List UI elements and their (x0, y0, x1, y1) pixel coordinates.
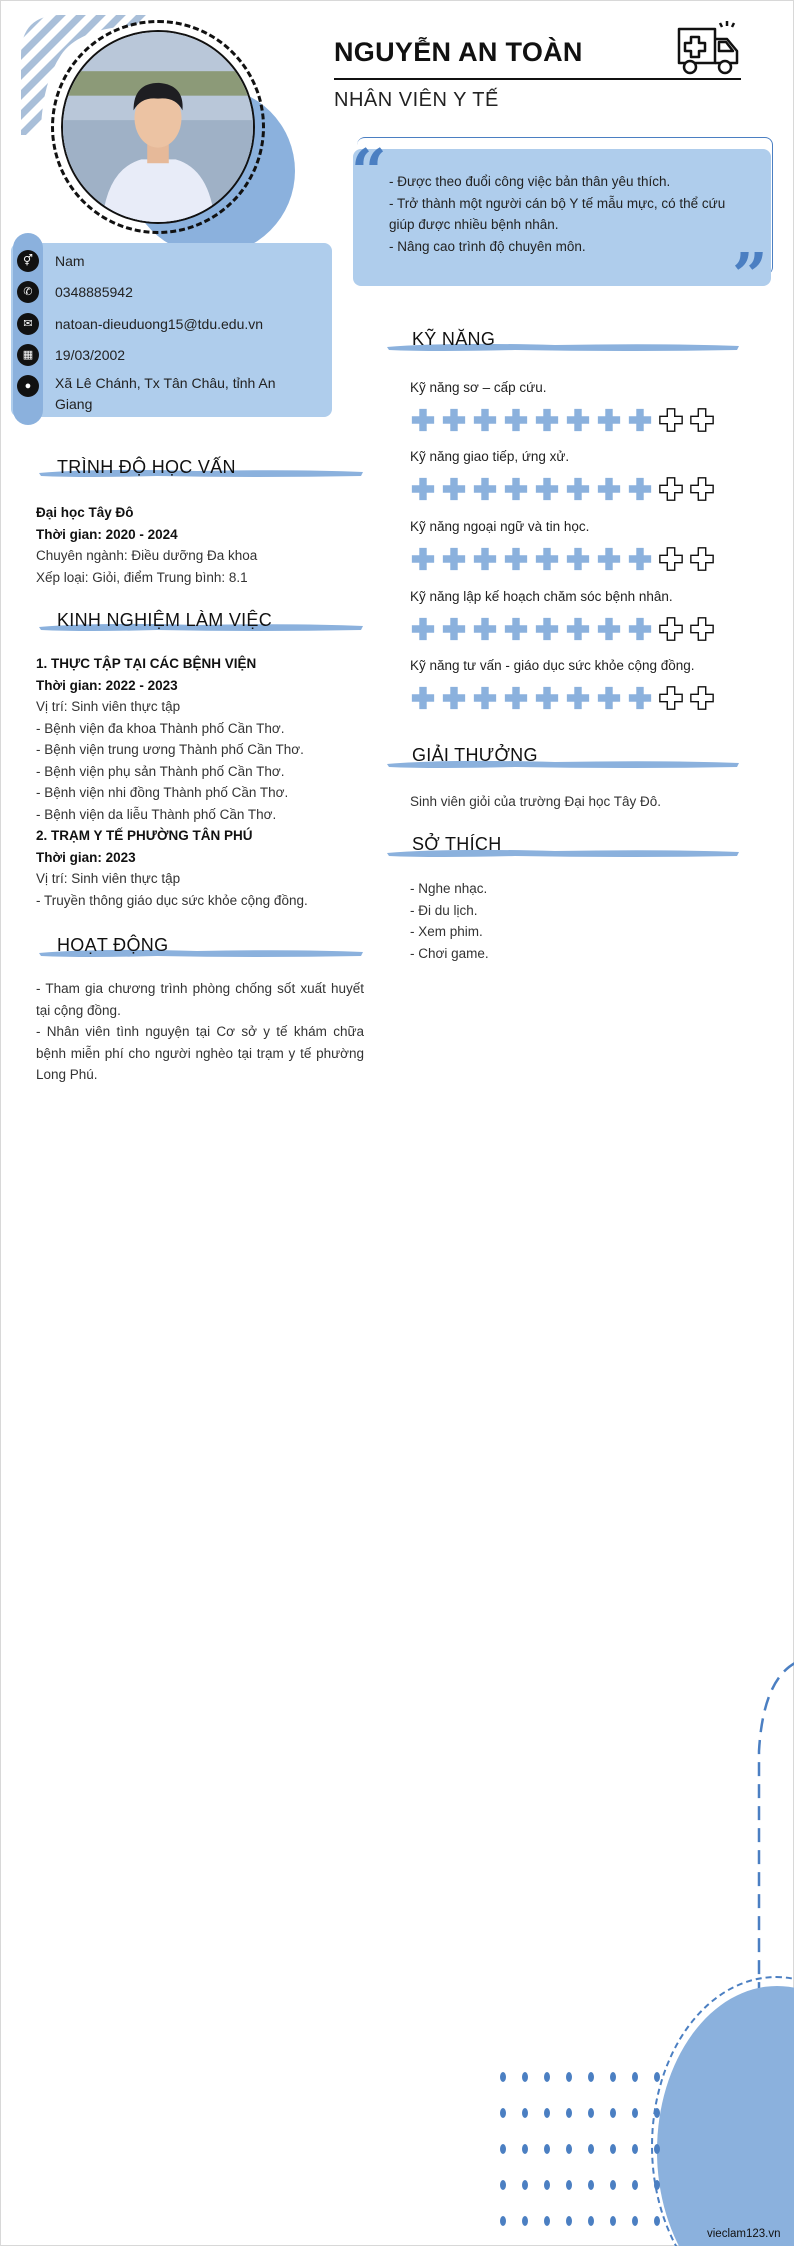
skill-label: Kỹ năng ngoại ngữ và tin học. (410, 519, 590, 534)
skills-heading: KỸ NĂNG (412, 329, 496, 349)
awards-text: Sinh viên giỏi của trường Đại học Tây Đô. (410, 794, 662, 809)
skill-label: Kỹ năng lập kế hoạch chăm sóc bệnh nhân. (410, 589, 673, 604)
rating-plus-empty-icon (689, 406, 715, 434)
rating-plus-filled-icon (627, 545, 653, 573)
rating-plus-empty-icon (658, 545, 684, 573)
hobby-item: - Xem phim. (410, 924, 483, 939)
rating-plus-filled-icon (596, 475, 622, 503)
rating-plus-empty-icon (689, 615, 715, 643)
rating-plus-filled-icon (565, 684, 591, 712)
rating-plus-empty-icon (658, 475, 684, 503)
rating-plus-empty-icon (689, 475, 715, 503)
rating-plus-filled-icon (627, 684, 653, 712)
job-line: - Bệnh viện phụ sản Thành phố Cần Thơ. (36, 763, 285, 779)
rating-plus-filled-icon (410, 615, 436, 643)
rating-plus-filled-icon (534, 406, 560, 434)
rating-plus-filled-icon (503, 615, 529, 643)
calendar-icon: ▦ (17, 344, 39, 366)
hobbies-list (410, 878, 750, 964)
rating-plus-filled-icon (565, 545, 591, 573)
rating-plus-filled-icon (441, 475, 467, 503)
hobby-item: - Nghe nhạc. (410, 881, 488, 896)
rating-plus-filled-icon (472, 684, 498, 712)
contact-birthdate: 19/03/2002 (55, 347, 126, 363)
job-title: NHÂN VIÊN Y TẾ (334, 89, 499, 111)
activity-item: - Nhân viên tình nguyện tại Cơ sở y tế khám chữa bệnh miễn phí cho người nghèo tại trạm y tế phường Long Phú. (36, 1024, 364, 1082)
rating-plus-filled-icon (596, 615, 622, 643)
rating-plus-empty-icon (658, 615, 684, 643)
rating-plus-empty-icon (689, 684, 715, 712)
rating-plus-filled-icon (472, 406, 498, 434)
ambulance-icon (675, 19, 743, 79)
candidate-name: NGUYỄN AN TOÀN (334, 37, 583, 67)
education-major: Chuyên ngành: Điều dưỡng Đa khoa (36, 548, 258, 563)
decorative-blob (657, 1986, 794, 2246)
quote-close-icon: ” (732, 239, 768, 312)
rating-plus-filled-icon (534, 615, 560, 643)
activity-item: - Tham gia chương trình phòng chống sốt xuất huyết tại cộng đồng. (36, 981, 364, 1018)
experience-heading: KINH NGHIỆM LÀM VIỆC (57, 610, 273, 630)
contact-phone[interactable]: 0348885942 (55, 284, 133, 300)
objective-text (389, 171, 751, 257)
rating-plus-filled-icon (534, 684, 560, 712)
decorative-dashed-curve (753, 1661, 794, 2001)
skill-label: Kỹ năng sơ – cấp cứu. (410, 380, 547, 395)
rating-plus-filled-icon (441, 684, 467, 712)
rating-plus-filled-icon (596, 406, 622, 434)
skill-label: Kỹ năng giao tiếp, ứng xử. (410, 449, 570, 464)
rating-plus-filled-icon (627, 406, 653, 434)
rating-plus-filled-icon (503, 684, 529, 712)
location-icon: ● (17, 375, 39, 397)
email-icon: ✉ (17, 313, 39, 335)
rating-plus-filled-icon (534, 475, 560, 503)
hobby-item: - Đi du lịch. (410, 902, 478, 918)
rating-plus-filled-icon (441, 615, 467, 643)
rating-plus-empty-icon (689, 545, 715, 573)
rating-plus-filled-icon (503, 545, 529, 573)
contact-address: Xã Lê Chánh, Tx Tân Châu, tỉnh An Giang (55, 375, 276, 412)
rating-plus-filled-icon (565, 615, 591, 643)
education-grade: Xếp loại: Giỏi, điểm Trung bình: 8.1 (36, 569, 248, 585)
awards-heading: GIẢI THƯỞNG (412, 745, 538, 765)
education-section (36, 502, 366, 588)
experience-section (36, 653, 366, 911)
rating-plus-filled-icon (503, 406, 529, 434)
skill-rating (410, 475, 715, 503)
rating-plus-filled-icon (410, 684, 436, 712)
rating-plus-filled-icon (472, 615, 498, 643)
rating-plus-filled-icon (596, 545, 622, 573)
rating-plus-filled-icon (472, 475, 498, 503)
job-line: - Bệnh viện da liễu Thành phố Cần Thơ. (36, 806, 277, 822)
job-time-2: Thời gian: 2023 (36, 849, 136, 865)
hobby-item: - Chơi game. (410, 945, 489, 961)
contact-email[interactable]: natoan-dieuduong15@tdu.edu.vn (55, 316, 264, 332)
contact-list (1, 1, 341, 431)
rating-plus-filled-icon (410, 406, 436, 434)
skill-rating (410, 615, 715, 643)
skill-rating (410, 684, 715, 712)
job-line: - Bệnh viện nhi đồng Thành phố Cần Thơ. (36, 785, 289, 800)
rating-plus-filled-icon (441, 406, 467, 434)
footer-watermark: vieclam123.vn (707, 2228, 781, 2240)
job-title-2: 2. TRẠM Y TẾ PHƯỜNG TÂN PHÚ (36, 828, 253, 843)
job-line: - Bệnh viện đa khoa Thành phố Cần Thơ. (36, 720, 285, 736)
quote-open-icon: “ (351, 135, 387, 208)
objective-line: - Nâng cao trình độ chuyên môn. (389, 238, 586, 254)
gender-icon: ⚥ (17, 250, 39, 272)
skill-rating (410, 406, 715, 434)
job-line: Vị trí: Sinh viên thực tập (36, 699, 181, 714)
rating-plus-filled-icon (565, 475, 591, 503)
rating-plus-filled-icon (565, 406, 591, 434)
phone-icon: ✆ (17, 281, 39, 303)
education-heading: TRÌNH ĐỘ HỌC VẤN (57, 457, 236, 477)
job-line: Vị trí: Sinh viên thực tập (36, 871, 181, 886)
decorative-dots (493, 2067, 673, 2246)
hobbies-heading: SỞ THÍCH (412, 834, 502, 854)
rating-plus-filled-icon (441, 545, 467, 573)
education-school: Đại học Tây Đô (36, 505, 134, 520)
rating-plus-filled-icon (534, 545, 560, 573)
rating-plus-filled-icon (472, 545, 498, 573)
rating-plus-filled-icon (627, 615, 653, 643)
rating-plus-filled-icon (596, 684, 622, 712)
objective-line: - Trở thành một người cán bộ Y tế mẫu mực, có thể cứu giúp được nhiều bệnh nhân. (389, 195, 726, 232)
rating-plus-empty-icon (658, 406, 684, 434)
skill-rating (410, 545, 715, 573)
objective-line: - Được theo đuổi công việc bản thân yêu thích. (389, 174, 671, 189)
rating-plus-filled-icon (503, 475, 529, 503)
rating-plus-filled-icon (410, 475, 436, 503)
job-title-1: 1. THỰC TẬP TẠI CÁC BỆNH VIỆN (36, 656, 257, 671)
activities-heading: HOẠT ĐỘNG (57, 935, 169, 955)
activities-section (36, 978, 364, 1086)
rating-plus-filled-icon (627, 475, 653, 503)
contact-gender: Nam (55, 253, 85, 269)
skill-label: Kỹ năng tư vấn - giáo dục sức khỏe cộng đồng. (410, 658, 695, 673)
education-time: Thời gian: 2020 - 2024 (36, 526, 178, 542)
job-line: - Bệnh viện trung ương Thành phố Cần Thơ. (36, 742, 304, 757)
rating-plus-filled-icon (410, 545, 436, 573)
job-line: - Truyền thông giáo dục sức khỏe cộng đồng. (36, 892, 308, 908)
job-time-1: Thời gian: 2022 - 2023 (36, 677, 178, 693)
rating-plus-empty-icon (658, 684, 684, 712)
